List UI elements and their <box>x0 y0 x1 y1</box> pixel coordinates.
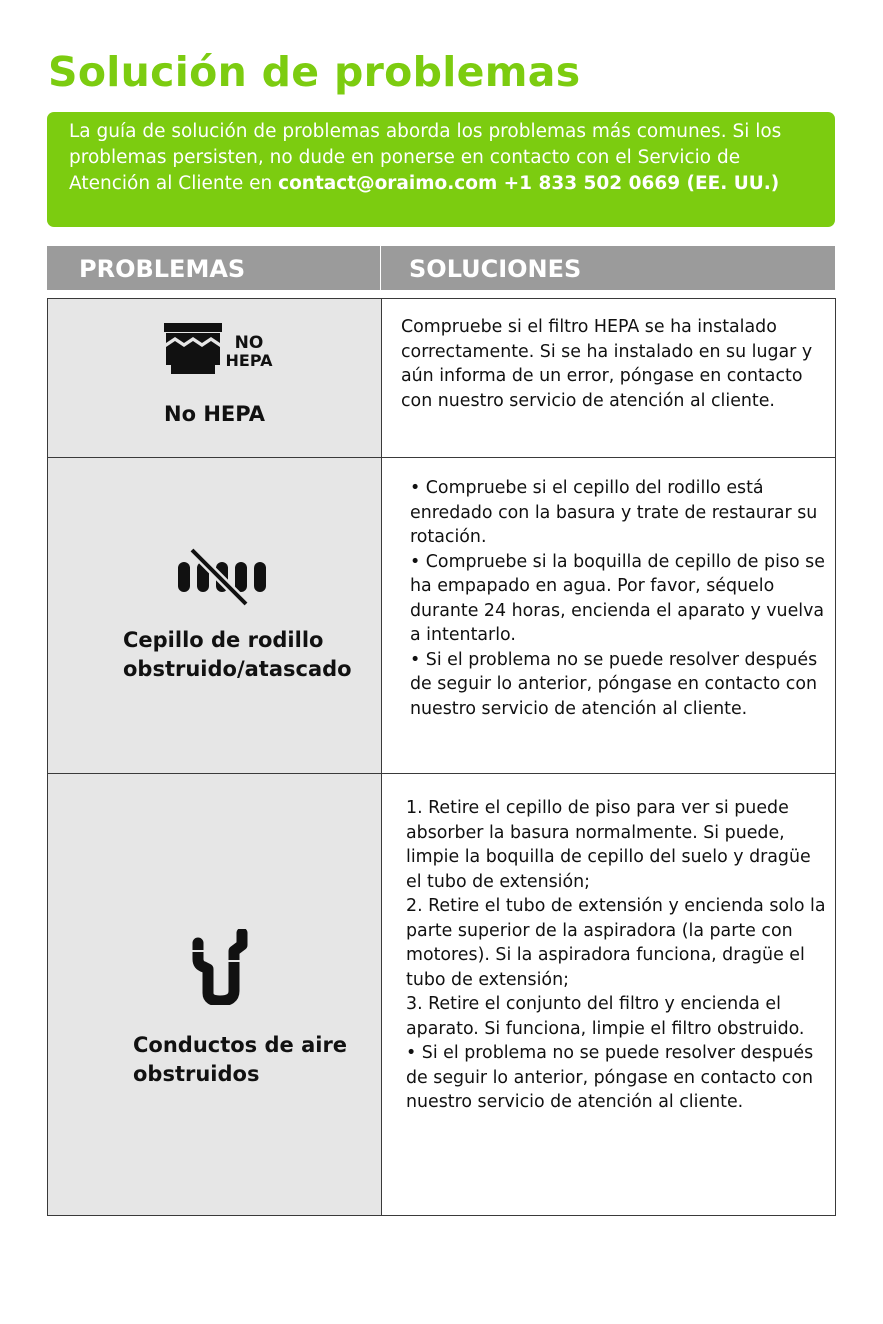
solution-cell <box>382 458 836 774</box>
solution-item: 2. Retire el tubo de extensión y encienda solo la parte superior de la aspiradora (la parte con motores). Si la aspiradora funciona, dragüe el tubo de extensión; <box>406 896 826 990</box>
contact-info: contact@oraimo.com +1 833 502 0669 (EE. UU.) <box>278 173 780 194</box>
no-hepa-filter-icon <box>161 323 281 379</box>
problem-label: Conductos de aire obstruidos <box>133 1033 348 1086</box>
intro-banner <box>47 112 835 227</box>
solution-item: • Compruebe si el cepillo del rodillo está enredado con la basura y trate de restaurar su rotación. <box>410 478 818 547</box>
solution-item: 3. Retire el conjunto del filtro y encienda el aparato. Si funciona, limpie el filtro obstruido. <box>406 994 805 1039</box>
air-duct-pipe-icon <box>190 929 254 1005</box>
solution-item: • Si el problema no se puede resolver después de seguir lo anterior, póngase en contacto con nuestro servicio de atención al cliente. <box>410 649 818 719</box>
header-problems: PROBLEMAS <box>47 246 381 290</box>
problem-label: No HEPA <box>164 402 265 426</box>
svg-text:HEPA: HEPA <box>225 351 273 370</box>
svg-text:NO: NO <box>234 333 264 353</box>
table-row <box>48 774 836 1216</box>
solution-item: 1. Retire el cepillo de piso para ver si puede absorber la basura normalmente. Si puede, limpie la boquilla de cepillo del suelo y dragüe el tubo de extensión; <box>406 798 811 892</box>
page-title: Solución de problemas <box>48 48 581 96</box>
problem-cell <box>48 774 382 1216</box>
table-row <box>48 299 836 458</box>
solution-item: Compruebe si el filtro HEPA se ha instalado correctamente. Si se ha instalado en su lugar y aún informa de un error, póngase en contacto con nuestro servicio de atención al cliente. <box>401 317 813 411</box>
solution-cell <box>382 299 836 458</box>
problem-cell <box>48 299 382 458</box>
problem-label: Cepillo de rodillo obstruido/atascado <box>123 628 352 681</box>
solution-cell <box>382 774 836 1216</box>
solution-item: • Compruebe si la boquilla de cepillo de piso se ha empapado en agua. Por favor, séquelo durante 24 horas, encienda el aparato y vuelva a intentarlo. <box>410 551 825 645</box>
header-solutions: SOLUCIONES <box>409 255 582 283</box>
table-header <box>47 246 835 290</box>
problem-cell <box>48 458 382 774</box>
intro-text: La guía de solución de problemas aborda los problemas más comunes. Si los problemas persisten, no dude en ponerse en contacto con el Servicio de Atención al Cliente en <box>69 121 782 194</box>
troubleshooting-table <box>47 298 836 1216</box>
roller-brush-blocked-icon <box>172 548 268 606</box>
solution-item: • Si el problema no se puede resolver después de seguir lo anterior, póngase en contacto con nuestro servicio de atención al cliente. <box>406 1043 814 1112</box>
table-row <box>48 458 836 774</box>
